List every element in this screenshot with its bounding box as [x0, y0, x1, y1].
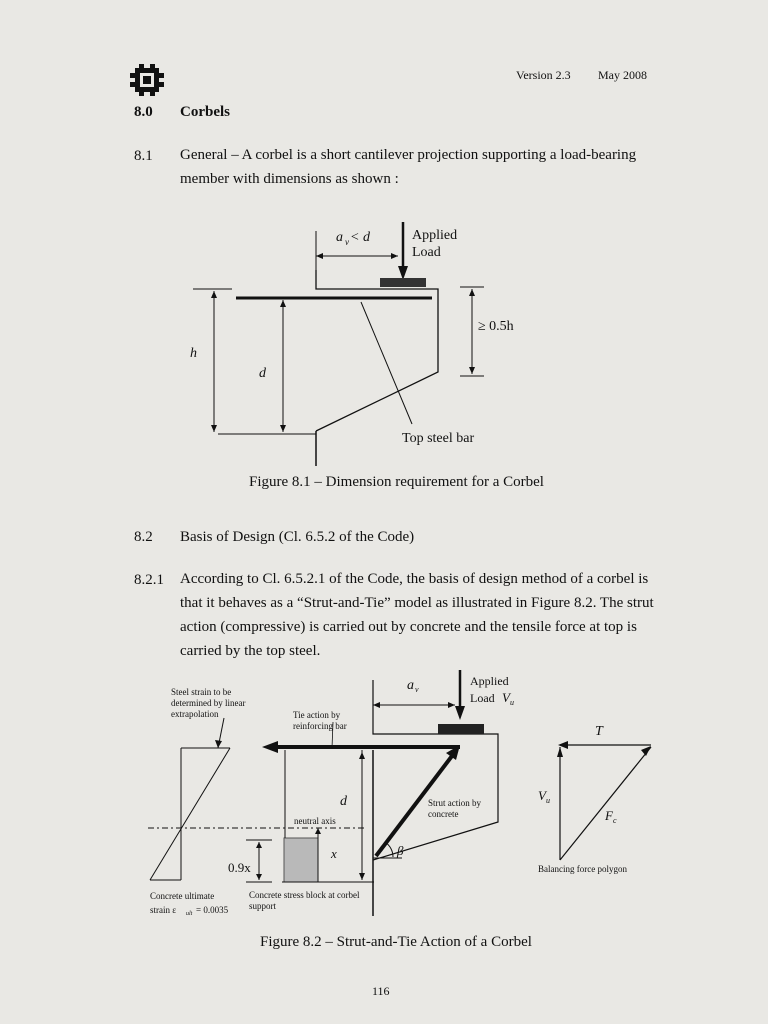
- depth-0-9x-label: 0.9x: [228, 860, 251, 875]
- stress-block-note-1: Concrete stress block at corbel: [249, 890, 360, 900]
- figure-8-2-caption: Figure 8.2 – Strut-and-Tie Action of a Corbel: [260, 934, 532, 950]
- beta-label: β: [397, 843, 404, 858]
- paragraph-line: carried by the top steel.: [180, 643, 321, 659]
- polygon-vu-label: V: [538, 788, 546, 803]
- polygon-vu-subscript: u: [546, 796, 550, 805]
- av-condition: < d: [350, 230, 370, 245]
- applied-label: Applied: [412, 228, 458, 243]
- page-number: 116: [372, 984, 390, 998]
- steel-strain-note-3: extrapolation: [171, 709, 219, 719]
- vu-subscript: u: [510, 698, 514, 707]
- concrete-ultimate-value: = 0.0035: [196, 905, 229, 915]
- half-h-label: ≥ 0.5h: [478, 319, 514, 334]
- concrete-ultimate-note-1: Concrete ultimate: [150, 891, 215, 901]
- paragraph-line: that it behaves as a “Strut-and-Tie” model as illustrated in Figure 8.2. The strut: [180, 595, 654, 611]
- strut-action-note-2: concrete: [428, 809, 459, 819]
- av-label: a: [407, 678, 414, 693]
- force-polygon-label: Balancing force polygon: [538, 864, 627, 874]
- applied-label: Applied: [470, 674, 509, 688]
- fc-label: F: [605, 808, 613, 823]
- paragraph-line: General – A corbel is a short cantilever projection supporting a load-bearing: [180, 147, 637, 163]
- tie-action-note-1: Tie action by: [293, 710, 341, 720]
- version-label: Version 2.3: [516, 68, 571, 82]
- x-label: x: [331, 846, 337, 861]
- d-label: d: [340, 794, 347, 809]
- tension-t-label: T: [595, 724, 603, 739]
- load-label: Load: [470, 691, 495, 705]
- vu-label: V: [502, 690, 510, 705]
- tie-action-note-2: reinforcing bar: [293, 721, 347, 731]
- section-title: Corbels: [180, 104, 230, 120]
- paragraph-line: According to Cl. 6.5.2.1 of the Code, the basis of design method of a corbel is: [180, 571, 649, 587]
- d-label: d: [259, 366, 266, 381]
- fc-subscript: c: [613, 816, 617, 825]
- subsection-number-8-1: 8.1: [134, 148, 153, 164]
- av-subscript: v: [345, 237, 349, 247]
- concrete-ultimate-note-2: strain ε: [150, 905, 177, 915]
- paragraph-line: member with dimensions as shown :: [180, 171, 399, 187]
- top-steel-bar-label: Top steel bar: [402, 431, 475, 446]
- neutral-axis-label: neutral axis: [294, 816, 336, 826]
- h-label: h: [190, 346, 197, 361]
- strut-action-note-1: Strut action by: [428, 798, 481, 808]
- concrete-ultimate-subscript: ult: [186, 911, 193, 917]
- steel-strain-note-2: determined by linear: [171, 698, 246, 708]
- figure-8-1-caption: Figure 8.1 – Dimension requirement for a Corbel: [249, 474, 544, 490]
- av-subscript: v: [415, 685, 419, 694]
- steel-strain-note-1: Steel strain to be: [171, 687, 232, 697]
- subsection-number-8-2-1: 8.2.1: [134, 572, 164, 588]
- subsection-number-8-2: 8.2: [134, 529, 153, 545]
- stress-block-note-2: support: [249, 901, 276, 911]
- subsection-title-8-2: Basis of Design (Cl. 6.5.2 of the Code): [180, 529, 415, 545]
- section-number: 8.0: [134, 104, 153, 120]
- av-label: a: [336, 230, 343, 245]
- date-label: May 2008: [598, 68, 647, 82]
- paragraph-line: action (compressive) is carried out by concrete and the tensile force at top is: [180, 619, 637, 635]
- load-label: Load: [412, 245, 441, 260]
